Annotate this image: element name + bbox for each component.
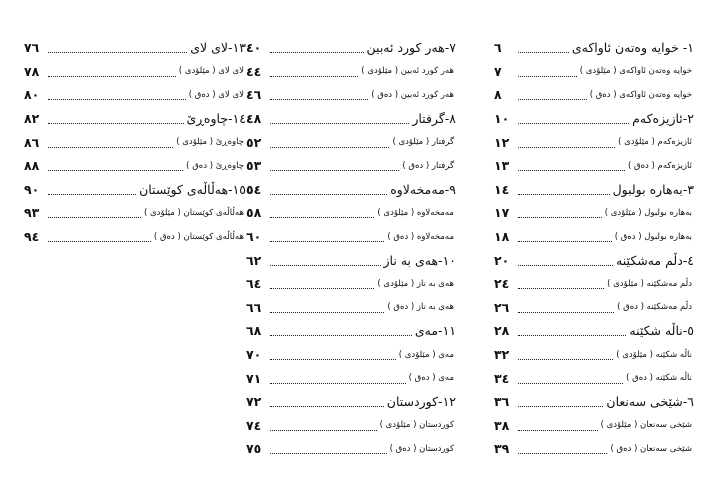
toc-page-number: ٢٠ <box>494 252 510 268</box>
dotted-leader <box>48 99 186 100</box>
toc-entry-sub <box>24 130 246 154</box>
toc-page-number: ٩٣ <box>24 205 40 221</box>
toc-entry-sub <box>494 60 694 84</box>
toc-entry-text: هەی بە ناز ( دەق ) <box>387 302 454 313</box>
toc-page-number: ٩٤ <box>24 229 40 245</box>
toc-entry-title <box>24 178 246 202</box>
toc-page-number: ١٢ <box>494 134 510 150</box>
dotted-leader <box>518 453 607 454</box>
toc-column-middle <box>246 36 456 461</box>
dotted-leader <box>270 99 368 100</box>
toc-entry-text: مەمخەلاوە ( دەق ) <box>387 231 454 242</box>
toc-page-number: ٥٢ <box>246 134 262 150</box>
dotted-leader <box>270 170 399 171</box>
toc-entry-text: ١٠-هەی بە ناز <box>383 252 456 268</box>
dotted-leader <box>518 217 602 218</box>
toc-column-left <box>24 36 246 248</box>
toc-entry-title <box>246 36 456 60</box>
toc-entry-text: خوایه وەتەن ئاواکەی ( دەق ) <box>589 89 692 100</box>
toc-entry-title <box>494 248 694 272</box>
dotted-leader <box>518 359 613 360</box>
dotted-leader <box>518 406 603 407</box>
dotted-leader <box>518 99 587 100</box>
toc-page-number: ٥٤ <box>246 181 262 197</box>
toc-page-number: ١٨ <box>494 229 510 245</box>
toc-entry-text: لای لای ( مێلۆدی ) <box>178 66 244 77</box>
toc-entry-text: دڵم مەشکێنە ( دەق ) <box>617 302 692 313</box>
toc-entry-sub <box>494 154 694 178</box>
toc-entry-text: ٤-دڵم مەشکێنە <box>616 252 694 268</box>
toc-entry-title <box>246 107 456 131</box>
toc-page-number: ٦٠ <box>246 229 262 245</box>
toc-entry-sub <box>24 225 246 249</box>
dotted-leader <box>270 383 406 384</box>
toc-entry-title <box>246 248 456 272</box>
dotted-leader <box>518 312 614 313</box>
toc-entry-sub <box>24 154 246 178</box>
toc-page-number: ١٠ <box>494 111 510 127</box>
toc-entry-text: ٩-مەمخەلاوە <box>390 181 456 197</box>
toc-page-number: ٧٦ <box>24 40 40 56</box>
dotted-leader <box>518 335 626 336</box>
toc-entry-text: ئازیزەکەم ( دەق ) <box>627 160 692 171</box>
toc-entry-text: هەر کورد ئەبین ( دەق ) <box>371 89 454 100</box>
toc-entry-text: لای لای ( دەق ) <box>188 89 244 100</box>
toc-page-number: ٥٨ <box>246 205 262 221</box>
dotted-leader <box>48 170 183 171</box>
toc-page-number: ٧٥ <box>246 441 262 457</box>
toc-entry-sub <box>494 437 694 461</box>
dotted-leader <box>518 147 615 148</box>
toc-entry-sub <box>24 201 246 225</box>
toc-page-number: ١٧ <box>494 205 510 221</box>
toc-page-number: ٢٨ <box>494 323 510 339</box>
toc-entry-text: هەی بە ناز ( مێلۆدی ) <box>377 278 454 289</box>
toc-page-number: ٦٤ <box>246 276 262 292</box>
dotted-leader <box>48 52 187 53</box>
dotted-leader <box>270 406 384 407</box>
dotted-leader <box>518 194 610 195</box>
toc-entry-title <box>246 319 456 343</box>
dotted-leader <box>48 217 141 218</box>
toc-entry-title <box>246 390 456 414</box>
dotted-leader <box>270 453 387 454</box>
toc-page-number: ٢٦ <box>494 299 510 315</box>
toc-entry-text: دڵم مەشکێنە ( مێلۆدی ) <box>607 278 692 289</box>
toc-page-number: ٦٢ <box>246 252 262 268</box>
dotted-leader <box>48 194 136 195</box>
dotted-leader <box>48 241 151 242</box>
dotted-leader <box>518 265 613 266</box>
toc-entry-text: هەڵاڵەی کوێستان ( مێلۆدی ) <box>143 207 244 218</box>
toc-entry-title <box>494 36 694 60</box>
toc-entry-text: گرفتار ( دەق ) <box>402 160 454 171</box>
toc-entry-text: خوایه وەتەن ئاواکەی ( مێلۆدی ) <box>579 66 692 77</box>
toc-page-number: ٣٤ <box>494 370 510 386</box>
dotted-leader <box>518 170 625 171</box>
dotted-leader <box>270 123 409 124</box>
toc-page-number: ٧ <box>494 63 502 79</box>
toc-entry-title <box>246 178 456 202</box>
dotted-leader <box>518 241 612 242</box>
toc-entry-text: هەر کورد ئەبین ( مێلۆدی ) <box>361 66 454 77</box>
dotted-leader <box>270 217 374 218</box>
dotted-leader <box>518 383 623 384</box>
toc-entry-sub <box>494 272 694 296</box>
toc-entry-text: گرفتار ( مێلۆدی ) <box>392 137 454 148</box>
toc-entry-text: ناڵە شکێنە ( مێلۆدی ) <box>616 349 692 360</box>
dotted-leader <box>270 265 381 266</box>
toc-page-number: ٨ <box>494 87 502 103</box>
toc-entry-text: ١٢-کوردستان <box>386 394 456 410</box>
toc-entry-text: ناڵە شکێنە ( دەق ) <box>626 373 692 384</box>
toc-page-number: ٧٤ <box>246 417 262 433</box>
toc-page-number: ١٤ <box>494 181 510 197</box>
toc-entry-text: مەی ( دەق ) <box>408 373 454 384</box>
toc-entry-text: ٧-هەر کورد ئەبین <box>366 40 456 56</box>
toc-entry-text: چاوەڕێ ( مێلۆدی ) <box>176 137 244 148</box>
dotted-leader <box>518 430 598 431</box>
toc-page-number: ٧٨ <box>24 63 40 79</box>
toc-entry-text: ٥-ناڵە شکێنە <box>629 323 694 339</box>
toc-entry-text: ١٣-لای لای <box>190 40 246 56</box>
toc-entry-sub <box>494 83 694 107</box>
dotted-leader <box>48 76 176 77</box>
toc-page-number: ٦٨ <box>246 323 262 339</box>
toc-page-number: ٨٨ <box>24 158 40 174</box>
dotted-leader <box>518 52 569 53</box>
toc-entry-sub <box>246 154 456 178</box>
toc-entry-sub <box>246 343 456 367</box>
toc-entry-sub <box>246 414 456 438</box>
toc-page-number: ٣٩ <box>494 441 510 457</box>
toc-entry-text: کوردستان ( دەق ) <box>389 443 454 454</box>
toc-entry-sub <box>24 83 246 107</box>
toc-page-number: ١٣ <box>494 158 510 174</box>
toc-entry-text: ١٤-چاوەڕێ <box>186 111 246 127</box>
toc-entry-text: مەی ( مێلۆدی ) <box>398 349 454 360</box>
toc-entry-title <box>494 178 694 202</box>
toc-entry-sub <box>246 83 456 107</box>
toc-entry-sub <box>246 201 456 225</box>
toc-entry-text: شێخی سەنعان ( مێلۆدی ) <box>600 420 692 431</box>
toc-page-number: ٤٦ <box>246 87 262 103</box>
toc-entry-text: ٦-شێخی سەنعان <box>606 394 694 410</box>
toc-page-number: ٣٨ <box>494 417 510 433</box>
toc-entry-text: شێخی سەنعان ( دەق ) <box>610 443 692 454</box>
toc-page-number: ٦٦ <box>246 299 262 315</box>
toc-page-number: ٢٤ <box>494 276 510 292</box>
dotted-leader <box>270 147 389 148</box>
toc-page-number: ٧٢ <box>246 394 262 410</box>
toc-page-number: ٩٠ <box>24 181 40 197</box>
toc-page-number: ٨٢ <box>24 111 40 127</box>
toc-entry-title <box>24 36 246 60</box>
toc-entry-text: ١٥-هەڵاڵەی کوێستان <box>139 181 246 197</box>
toc-entry-text: بەهارە بولبول ( دەق ) <box>614 231 692 242</box>
toc-column-right <box>494 36 694 461</box>
toc-entry-sub <box>494 130 694 154</box>
toc-page-number: ٧٠ <box>246 347 262 363</box>
dotted-leader <box>518 123 629 124</box>
toc-entry-sub <box>246 60 456 84</box>
toc-entry-sub <box>246 130 456 154</box>
toc-entry-sub <box>246 437 456 461</box>
toc-page-number: ٥٣ <box>246 158 262 174</box>
dotted-leader <box>270 52 364 53</box>
toc-entry-text: هەڵاڵەی کوێستان ( دەق ) <box>153 231 244 242</box>
toc-page-number: ٤٤ <box>246 63 262 79</box>
toc-entry-text: ٢-ئازیزەکەم <box>632 111 694 127</box>
toc-entry-sub <box>494 343 694 367</box>
toc-entry-text: بەهارە بولبول ( مێلۆدی ) <box>604 207 692 218</box>
dotted-leader <box>518 288 604 289</box>
toc-entry-sub <box>246 272 456 296</box>
toc-entry-title <box>494 390 694 414</box>
toc-entry-sub <box>494 225 694 249</box>
dotted-leader <box>48 147 173 148</box>
toc-page-number: ٨٠ <box>24 87 40 103</box>
toc-entry-title <box>494 107 694 131</box>
toc-entry-title <box>24 107 246 131</box>
dotted-leader <box>48 123 184 124</box>
dotted-leader <box>518 76 577 77</box>
dotted-leader <box>270 359 396 360</box>
toc-entry-sub <box>246 366 456 390</box>
toc-page-number: ٦ <box>494 40 502 56</box>
toc-entry-sub <box>494 414 694 438</box>
toc-entry-text: ١- خوایه وەتەن ئاواکەی <box>571 40 694 56</box>
dotted-leader <box>270 194 387 195</box>
toc-page-number: ٧١ <box>246 370 262 386</box>
toc-entry-text: ٨-گرفتار <box>412 111 456 127</box>
toc-entry-sub <box>494 201 694 225</box>
dotted-leader <box>270 76 358 77</box>
toc-page-number: ٤٠ <box>246 40 262 56</box>
toc-entry-sub <box>24 60 246 84</box>
dotted-leader <box>270 335 412 336</box>
toc-entry-sub <box>246 225 456 249</box>
dotted-leader <box>270 312 384 313</box>
toc-entry-text: ئازیزەکەم ( مێلۆدی ) <box>618 137 692 148</box>
toc-entry-text: ٣-بەهارە بولبول <box>612 181 694 197</box>
toc-entry-text: ١١-مەی <box>414 323 456 339</box>
toc-page-number: ٣٦ <box>494 394 510 410</box>
toc-entry-sub <box>246 296 456 320</box>
toc-entry-text: مەمخەلاوە ( مێلۆدی ) <box>377 207 454 218</box>
toc-entry-text: کوردستان ( مێلۆدی ) <box>379 420 454 431</box>
dotted-leader <box>270 241 384 242</box>
toc-entry-sub <box>494 296 694 320</box>
toc-entry-sub <box>494 366 694 390</box>
toc-page-number: ٣٢ <box>494 347 510 363</box>
toc-page-number: ٤٨ <box>246 111 262 127</box>
dotted-leader <box>270 288 374 289</box>
toc-entry-title <box>494 319 694 343</box>
dotted-leader <box>270 430 377 431</box>
toc-entry-text: چاوەڕێ ( دەق ) <box>186 160 244 171</box>
toc-page-number: ٨٦ <box>24 134 40 150</box>
